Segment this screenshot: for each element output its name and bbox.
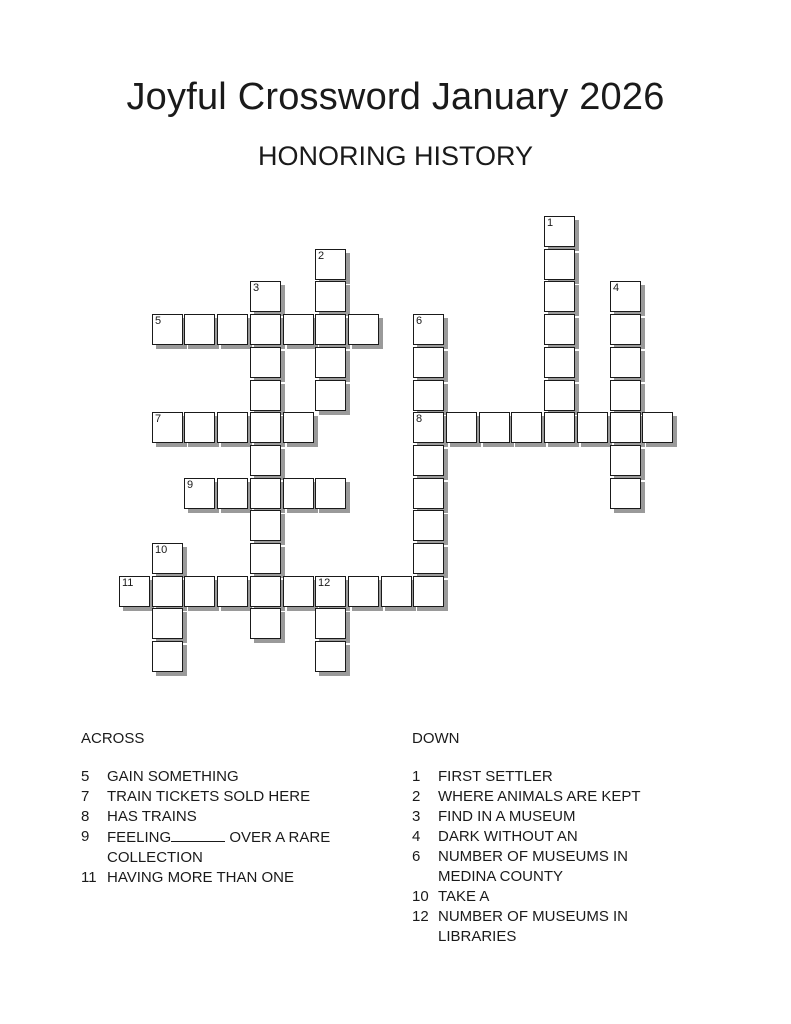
grid-cell[interactable] [217, 478, 248, 509]
answer-blank [171, 827, 225, 842]
clue-text: HAVING MORE THAN ONE [107, 869, 294, 886]
grid-cell[interactable] [184, 314, 215, 345]
grid-cell[interactable] [315, 478, 346, 509]
grid-cell[interactable] [152, 641, 183, 672]
grid-cell[interactable] [315, 314, 346, 345]
grid-cell[interactable] [381, 576, 412, 607]
grid-cell[interactable] [315, 380, 346, 411]
grid-cell[interactable] [413, 347, 444, 378]
grid-cell[interactable] [217, 576, 248, 607]
clue-number: 7 [81, 788, 90, 805]
across-clue-9-continued [81, 848, 330, 868]
clue-number-label: 11 [122, 577, 134, 589]
clue-number-label: 1 [547, 217, 554, 229]
grid-cell[interactable] [610, 314, 641, 345]
grid-cell[interactable] [544, 412, 575, 443]
clue-number-label: 2 [318, 250, 325, 262]
across-clue-8 [81, 807, 330, 827]
grid-cell[interactable] [610, 347, 641, 378]
grid-cell[interactable] [413, 478, 444, 509]
across-clue-list [81, 767, 330, 888]
clue-number: 6 [412, 848, 421, 865]
grid-cell[interactable] [250, 608, 281, 639]
grid-cell[interactable] [217, 412, 248, 443]
clue-text: HAS TRAINS [107, 808, 197, 825]
down-clue-10 [412, 887, 641, 907]
grid-cell[interactable] [315, 249, 346, 280]
grid-cell[interactable] [152, 576, 183, 607]
clue-number-label: 4 [613, 282, 620, 294]
grid-cell[interactable] [544, 380, 575, 411]
grid-cell[interactable] [250, 576, 281, 607]
grid-cell[interactable] [315, 576, 346, 607]
grid-cell[interactable] [315, 608, 346, 639]
clue-number-label: 3 [253, 282, 260, 294]
grid-cell[interactable] [250, 347, 281, 378]
grid-cell[interactable] [610, 412, 641, 443]
grid-cell[interactable] [446, 412, 477, 443]
grid-cell[interactable] [250, 510, 281, 541]
clue-text: WHERE ANIMALS ARE KEPT [438, 788, 641, 805]
across-heading: ACROSS [81, 730, 145, 747]
clue-number: 12 [412, 908, 429, 925]
clue-text: TAKE A [438, 888, 490, 905]
down-clue-6-continued [412, 867, 641, 887]
grid-cell[interactable] [250, 281, 281, 312]
grid-cell[interactable] [544, 281, 575, 312]
grid-cell[interactable] [250, 380, 281, 411]
grid-cell[interactable] [544, 249, 575, 280]
grid-cell[interactable] [152, 543, 183, 574]
grid-cell[interactable] [348, 576, 379, 607]
down-clue-4 [412, 827, 641, 847]
grid-cell[interactable] [152, 608, 183, 639]
clue-number-label: 12 [318, 577, 331, 589]
grid-cell[interactable] [315, 641, 346, 672]
grid-cell[interactable] [544, 216, 575, 247]
across-clue-7 [81, 787, 330, 807]
clue-text-part: OVER A RARE [225, 829, 331, 846]
grid-cell[interactable] [544, 314, 575, 345]
grid-cell[interactable] [250, 412, 281, 443]
clue-number-label: 9 [187, 479, 194, 491]
grid-cell[interactable] [348, 314, 379, 345]
grid-cell[interactable] [642, 412, 673, 443]
across-clue-9 [81, 827, 330, 848]
grid-cell[interactable] [283, 478, 314, 509]
grid-cell[interactable] [250, 314, 281, 345]
grid-cell[interactable] [152, 412, 183, 443]
grid-cell[interactable] [413, 543, 444, 574]
clue-text: DARK WITHOUT AN [438, 828, 578, 845]
grid-cell[interactable] [184, 576, 215, 607]
grid-cell[interactable] [250, 543, 281, 574]
grid-cell[interactable] [511, 412, 542, 443]
clue-number-label: 8 [416, 413, 423, 425]
clue-text: NUMBER OF MUSEUMS IN [438, 908, 629, 925]
clue-number-label: 7 [155, 413, 162, 425]
clue-number: 3 [412, 808, 421, 825]
clue-text [107, 827, 330, 848]
puzzle-subtitle: HONORING HISTORY [257, 141, 534, 171]
clue-number: 5 [81, 768, 90, 785]
clue-text: NUMBER OF MUSEUMS IN [438, 848, 629, 865]
down-clue-12-continued [412, 927, 641, 947]
grid-cell[interactable] [250, 445, 281, 476]
clue-number: 11 [81, 869, 97, 886]
clue-number: 8 [81, 808, 90, 825]
clue-text-part: FEELING [107, 829, 172, 846]
grid-cell[interactable] [413, 510, 444, 541]
clue-text: COLLECTION [107, 849, 203, 866]
grid-cell[interactable] [315, 347, 346, 378]
grid-cell[interactable] [184, 412, 215, 443]
down-clue-12 [412, 907, 641, 927]
down-clue-6 [412, 847, 641, 867]
grid-cell[interactable] [413, 412, 444, 443]
grid-cell[interactable] [184, 478, 215, 509]
clue-text: MEDINA COUNTY [438, 868, 564, 885]
clue-text: FIRST SETTLER [438, 768, 553, 785]
grid-cell[interactable] [250, 478, 281, 509]
grid-cell[interactable] [413, 576, 444, 607]
down-clue-2 [412, 787, 641, 807]
clue-number: 2 [412, 788, 421, 805]
grid-cell[interactable] [610, 281, 641, 312]
grid-cell[interactable] [283, 314, 314, 345]
grid-cell[interactable] [610, 445, 641, 476]
grid-cell[interactable] [413, 314, 444, 345]
down-heading: DOWN [412, 730, 460, 747]
grid-cell[interactable] [413, 380, 444, 411]
across-clue-11 [81, 868, 330, 888]
grid-cell[interactable] [283, 576, 314, 607]
grid-cell[interactable] [119, 576, 150, 607]
clue-number-label: 10 [155, 544, 168, 556]
grid-cell[interactable] [544, 347, 575, 378]
clue-number: 4 [412, 828, 421, 845]
grid-cell[interactable] [152, 314, 183, 345]
down-clue-1 [412, 767, 641, 787]
clue-number-label: 6 [416, 315, 423, 327]
grid-cell[interactable] [217, 314, 248, 345]
grid-cell[interactable] [577, 412, 608, 443]
grid-cell[interactable] [315, 281, 346, 312]
across-clue-5 [81, 767, 330, 787]
grid-cell[interactable] [283, 412, 314, 443]
clue-text: LIBRARIES [438, 928, 517, 945]
puzzle-title: Joyful Crossword January 2026 [126, 76, 665, 118]
grid-cell[interactable] [413, 445, 444, 476]
clue-text: FIND IN A MUSEUM [438, 808, 576, 825]
clue-text: TRAIN TICKETS SOLD HERE [107, 788, 311, 805]
down-clue-3 [412, 807, 641, 827]
clue-number: 9 [81, 828, 90, 845]
down-clue-list [412, 767, 641, 947]
grid-cell[interactable] [610, 380, 641, 411]
clue-text: GAIN SOMETHING [107, 768, 239, 785]
clue-number: 1 [412, 768, 421, 785]
grid-cell[interactable] [610, 478, 641, 509]
grid-cell[interactable] [479, 412, 510, 443]
clue-number: 10 [412, 888, 429, 905]
clue-number-label: 5 [155, 315, 162, 327]
